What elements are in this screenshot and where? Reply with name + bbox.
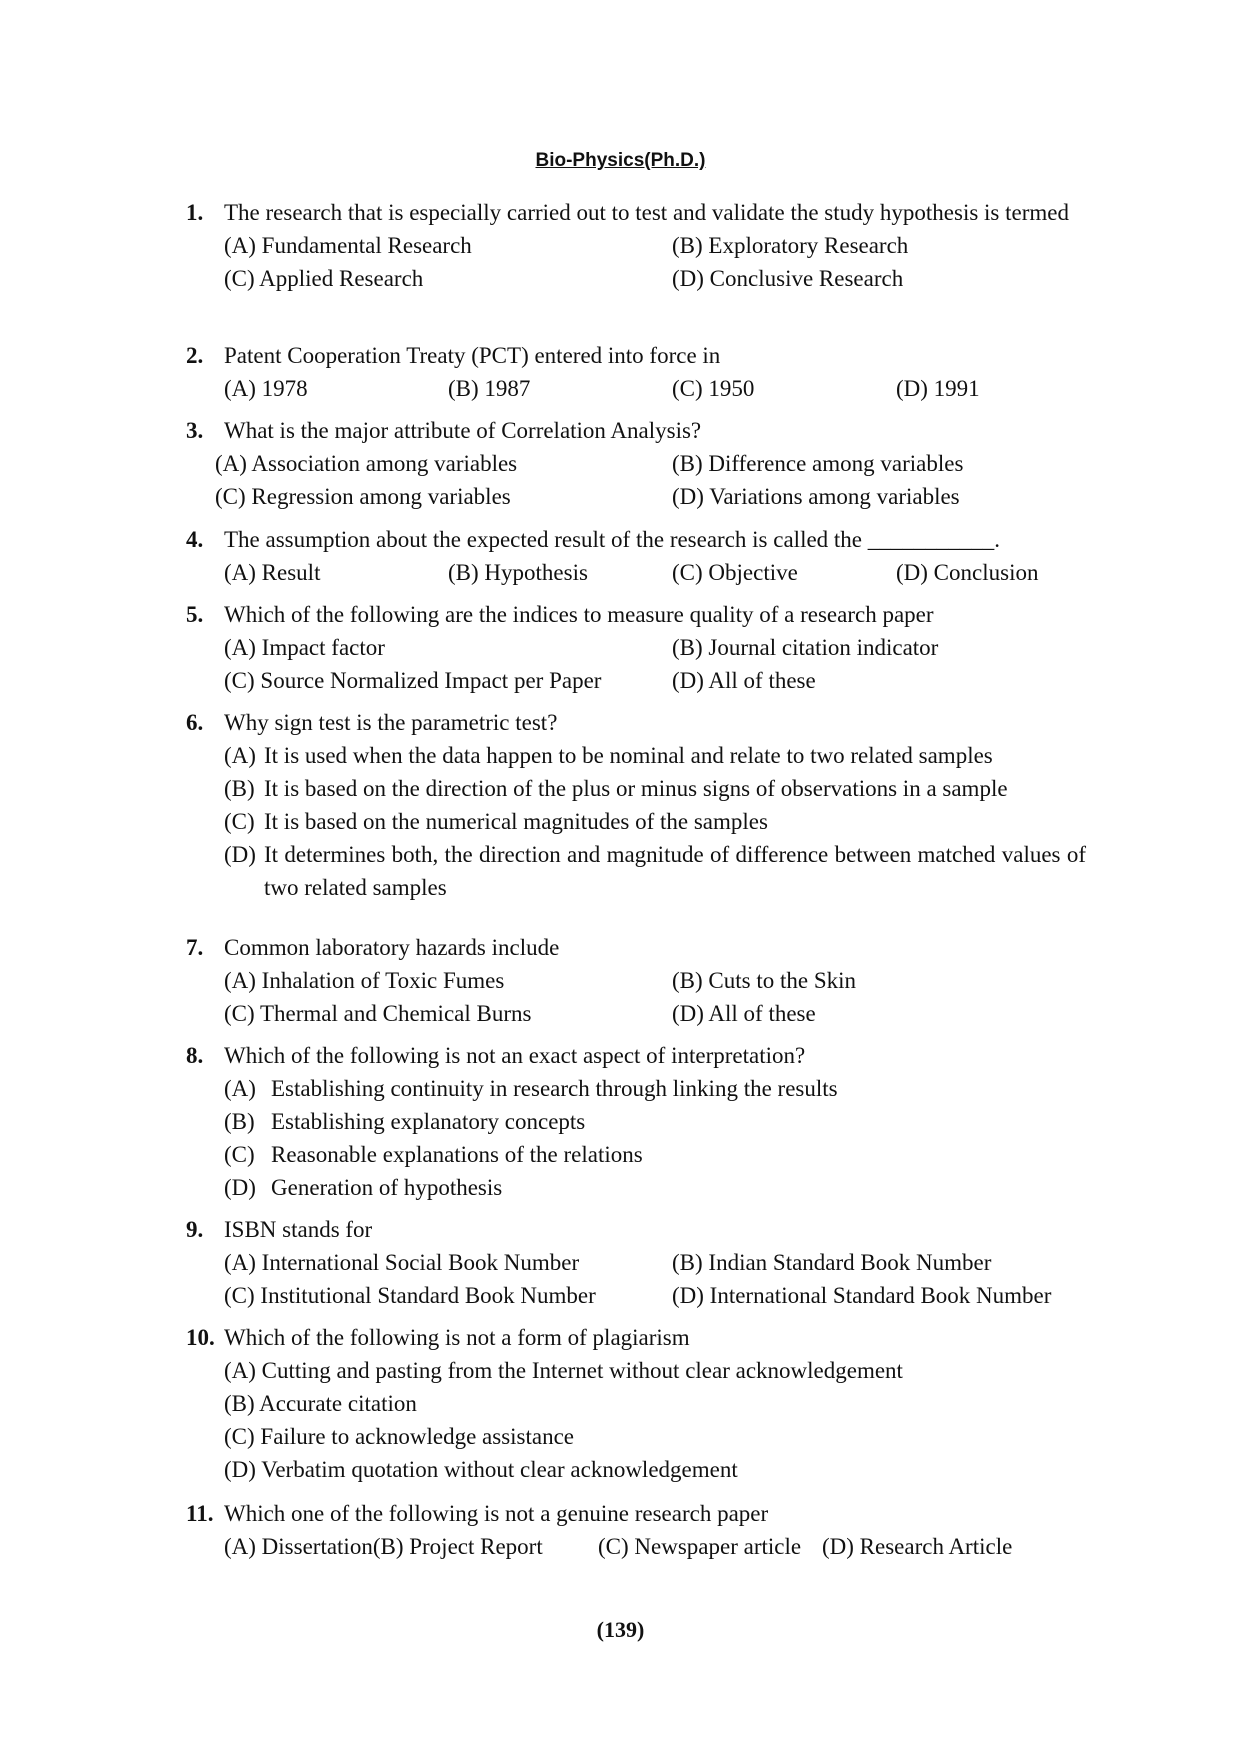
option-text: Establishing continuity in research through linking the results	[271, 1076, 838, 1101]
option-d	[224, 838, 1086, 904]
question-text: Which of the following is not an exact aspect of interpretation?	[224, 1043, 806, 1068]
question-6	[186, 706, 1086, 904]
option-d: (D) Verbatim quotation without clear acknowledgement	[224, 1457, 738, 1482]
option-d: (D) All of these	[672, 668, 816, 693]
option-a-b: (A) Dissertation(B) Project Report	[224, 1534, 543, 1559]
option-a: (A) Result	[224, 560, 321, 585]
option-d: (D) Conclusive Research	[672, 266, 904, 291]
option-a	[224, 1072, 1086, 1105]
question-2	[186, 339, 1086, 405]
option-b: (B) Accurate citation	[224, 1391, 417, 1416]
option-label: (A)	[224, 743, 256, 768]
option-text: It is based on the direction of the plus or minus signs of observations in a sample	[264, 776, 1008, 801]
option-c: (C) Institutional Standard Book Number	[224, 1283, 596, 1308]
question-number: 2.	[186, 343, 204, 368]
question-9	[186, 1213, 1086, 1312]
question-3	[186, 414, 1086, 513]
options	[224, 1246, 1086, 1312]
option-a	[224, 739, 1086, 772]
option-a: (A) Cutting and pasting from the Internet without clear acknowledgement	[224, 1358, 903, 1383]
question-text: The research that is especially carried out to test and validate the study hypothesis is termed	[224, 200, 1069, 225]
question-number: 5.	[186, 602, 204, 627]
option-a: (A) Fundamental Research	[224, 233, 472, 258]
question-4	[186, 523, 1086, 589]
option-c: (C) Objective	[672, 560, 798, 585]
option-b: (B) Difference among variables	[672, 451, 964, 476]
options	[224, 1354, 1086, 1486]
option-b: (B) Journal citation indicator	[672, 635, 939, 660]
option-b: (B) Indian Standard Book Number	[672, 1250, 992, 1275]
option-c: (C) Regression among variables	[215, 484, 511, 509]
option-label: (C)	[224, 1142, 255, 1167]
option-text: Reasonable explanations of the relations	[271, 1142, 643, 1167]
option-d: (D) All of these	[672, 1001, 816, 1026]
option-label: (A)	[224, 1076, 256, 1101]
option-c: (C) 1950	[672, 376, 755, 401]
question-11	[186, 1497, 1086, 1563]
option-text: It is based on the numerical magnitudes of the samples	[264, 809, 768, 834]
option-b	[224, 772, 1086, 805]
question-text: What is the major attribute of Correlation Analysis?	[224, 418, 702, 443]
question-1	[186, 196, 1086, 295]
option-d: (D) 1991	[896, 376, 980, 401]
option-b: (B) Exploratory Research	[672, 233, 909, 258]
option-c: (C) Source Normalized Impact per Paper	[224, 668, 602, 693]
question-number: 4.	[186, 527, 204, 552]
option-b: (B) 1987	[448, 376, 531, 401]
question-10	[186, 1321, 1086, 1486]
question-number: 6.	[186, 710, 204, 735]
question-text: The assumption about the expected result of the research is called the ___________.	[224, 527, 1001, 552]
options	[224, 229, 1086, 295]
option-label: (B)	[224, 1109, 255, 1134]
question-text: Why sign test is the parametric test?	[224, 710, 558, 735]
option-text: It determines both, the direction and magnitude of difference between matched values of two related samples	[264, 842, 1086, 900]
options	[215, 447, 1086, 513]
option-a: (A) 1978	[224, 376, 308, 401]
option-a: (A) Impact factor	[224, 635, 385, 660]
question-number: 11.	[186, 1501, 214, 1526]
question-number: 10.	[186, 1325, 215, 1350]
options	[224, 556, 1086, 589]
question-number: 9.	[186, 1217, 204, 1242]
option-label: (C)	[224, 809, 255, 834]
option-b: (B) Cuts to the Skin	[672, 968, 857, 993]
option-b	[224, 1105, 1086, 1138]
option-d: (D) Research Article	[822, 1534, 1013, 1559]
option-d	[224, 1171, 1086, 1204]
options	[224, 372, 1086, 405]
option-d: (D) Conclusion	[896, 560, 1039, 585]
option-label: (B)	[224, 776, 255, 801]
question-number: 7.	[186, 935, 204, 960]
question-5	[186, 598, 1086, 697]
question-text: Which one of the following is not a genuine research paper	[224, 1501, 769, 1526]
options	[224, 1530, 1086, 1563]
question-number: 8.	[186, 1043, 204, 1068]
question-number: 1.	[186, 200, 204, 225]
page-number: (139)	[596, 1617, 645, 1642]
option-a: (A) International Social Book Number	[224, 1250, 580, 1275]
options	[224, 1072, 1086, 1204]
option-c: (C) Thermal and Chemical Burns	[224, 1001, 532, 1026]
options	[224, 964, 1086, 1030]
question-8	[186, 1039, 1086, 1204]
option-text: It is used when the data happen to be nominal and relate to two related samples	[264, 743, 993, 768]
option-c: (C) Applied Research	[224, 266, 424, 291]
option-c	[224, 1138, 1086, 1171]
question-text: Patent Cooperation Treaty (PCT) entered into force in	[224, 343, 721, 368]
question-text: ISBN stands for	[224, 1217, 373, 1242]
options	[224, 631, 1086, 697]
options	[224, 739, 1086, 904]
option-a: (A) Inhalation of Toxic Fumes	[224, 968, 505, 993]
option-d: (D) Variations among variables	[672, 484, 960, 509]
option-text: Generation of hypothesis	[271, 1175, 503, 1200]
question-text: Which of the following are the indices to measure quality of a research paper	[224, 602, 934, 627]
option-label: (D)	[224, 842, 256, 867]
option-text: Establishing explanatory concepts	[271, 1109, 586, 1134]
option-b: (B) Hypothesis	[448, 560, 588, 585]
question-text: Common laboratory hazards include	[224, 935, 560, 960]
question-text: Which of the following is not a form of plagiarism	[224, 1325, 690, 1350]
option-c: (C) Failure to acknowledge assistance	[224, 1424, 574, 1449]
option-c: (C) Newspaper article	[598, 1534, 802, 1559]
question-number: 3.	[186, 418, 204, 443]
option-a: (A) Association among variables	[215, 451, 518, 476]
option-d: (D) International Standard Book Number	[672, 1283, 1052, 1308]
option-label: (D)	[224, 1175, 256, 1200]
page-title: Bio-Physics(Ph.D.)	[535, 150, 706, 171]
question-7	[186, 931, 1086, 1030]
option-c	[224, 805, 1086, 838]
